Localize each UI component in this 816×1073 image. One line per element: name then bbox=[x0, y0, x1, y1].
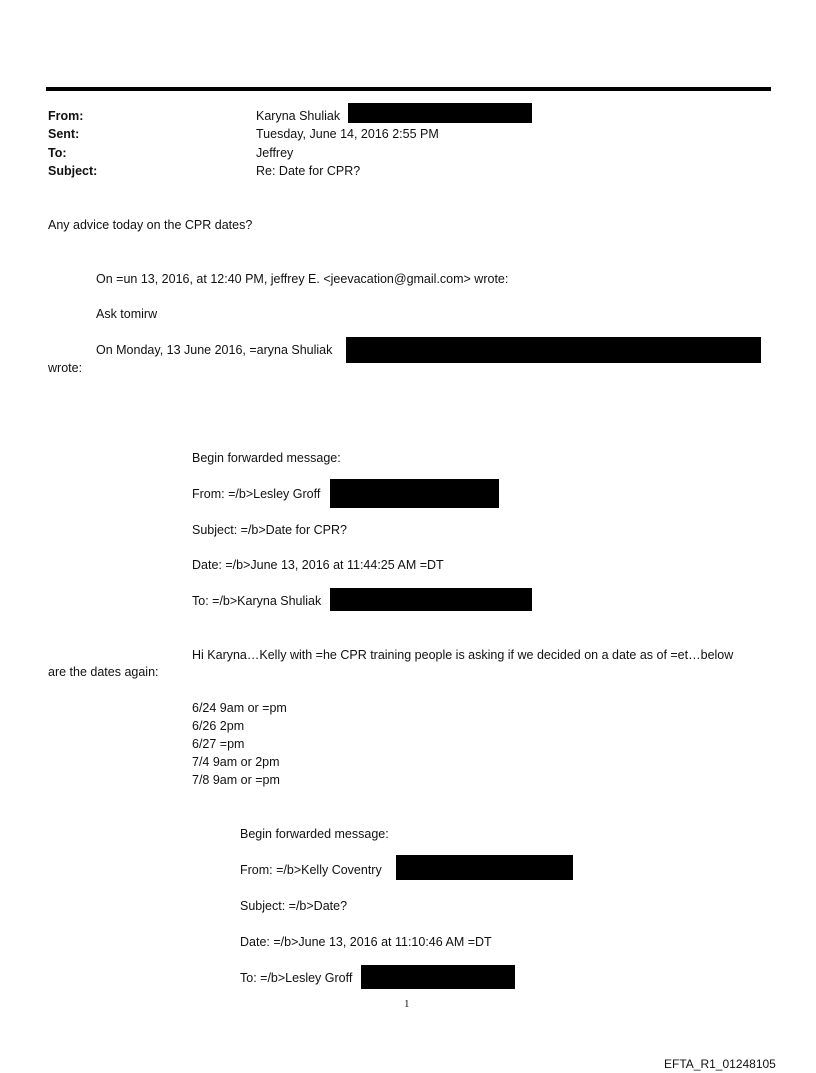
from-label: From: bbox=[48, 109, 84, 123]
message-body: Any advice today on the CPR dates? bbox=[48, 218, 253, 232]
forward1-body-line2: are the dates again: bbox=[48, 665, 159, 679]
to-label: To: bbox=[48, 146, 67, 160]
forward2-subject: Subject: =/b>Date? bbox=[240, 899, 348, 913]
quote2-wrote: wrote: bbox=[48, 361, 83, 375]
subject-label: Subject: bbox=[48, 164, 98, 178]
forward1-from: From: =/b>Lesley Groff bbox=[192, 487, 321, 501]
forward1-date: Date: =/b>June 13, 2016 at 11:44:25 AM =DT bbox=[192, 558, 444, 572]
redaction-box bbox=[346, 337, 761, 363]
forward2-from: From: =/b>Kelly Coventry bbox=[240, 863, 382, 877]
redaction-box bbox=[330, 479, 499, 508]
forward1-subject: Subject: =/b>Date for CPR? bbox=[192, 523, 347, 537]
redaction-box bbox=[361, 965, 515, 989]
forward2-date: Date: =/b>June 13, 2016 at 11:10:46 AM =DT bbox=[240, 935, 492, 949]
from-value: Karyna Shuliak bbox=[256, 109, 341, 123]
forward2-to: To: =/b>Lesley Groff bbox=[240, 971, 353, 985]
forward1-to: To: =/b>Karyna Shuliak bbox=[192, 594, 322, 608]
header-rule bbox=[46, 87, 771, 91]
quote1-attribution: On =un 13, 2016, at 12:40 PM, jeffrey E. <jeevacation@gmail.com> wrote: bbox=[96, 272, 509, 286]
footer-id: EFTA_R1_01248105 bbox=[664, 1057, 776, 1071]
date-option: 6/27 =pm bbox=[192, 737, 245, 751]
forward1-body-line1: Hi Karyna…Kelly with =he CPR training people is asking if we decided on a date as of =et…below bbox=[192, 648, 734, 662]
forward2-begin: Begin forwarded message: bbox=[240, 827, 389, 841]
forward1-begin: Begin forwarded message: bbox=[192, 451, 341, 465]
sent-label: Sent: bbox=[48, 127, 80, 141]
quote2-attribution: On Monday, 13 June 2016, =aryna Shuliak bbox=[96, 343, 333, 357]
date-option: 6/24 9am or =pm bbox=[192, 701, 287, 715]
redaction-box bbox=[396, 855, 573, 880]
to-value: Jeffrey bbox=[256, 146, 294, 160]
subject-value: Re: Date for CPR? bbox=[256, 164, 361, 178]
redaction-box bbox=[348, 103, 532, 123]
date-option: 7/8 9am or =pm bbox=[192, 773, 280, 787]
date-option: 6/26 2pm bbox=[192, 719, 245, 733]
sent-value: Tuesday, June 14, 2016 2:55 PM bbox=[256, 127, 439, 141]
redaction-box bbox=[330, 588, 532, 611]
date-option: 7/4 9am or 2pm bbox=[192, 755, 280, 769]
quote1-reply: Ask tomirw bbox=[96, 307, 158, 321]
page-number: 1 bbox=[404, 998, 410, 1010]
